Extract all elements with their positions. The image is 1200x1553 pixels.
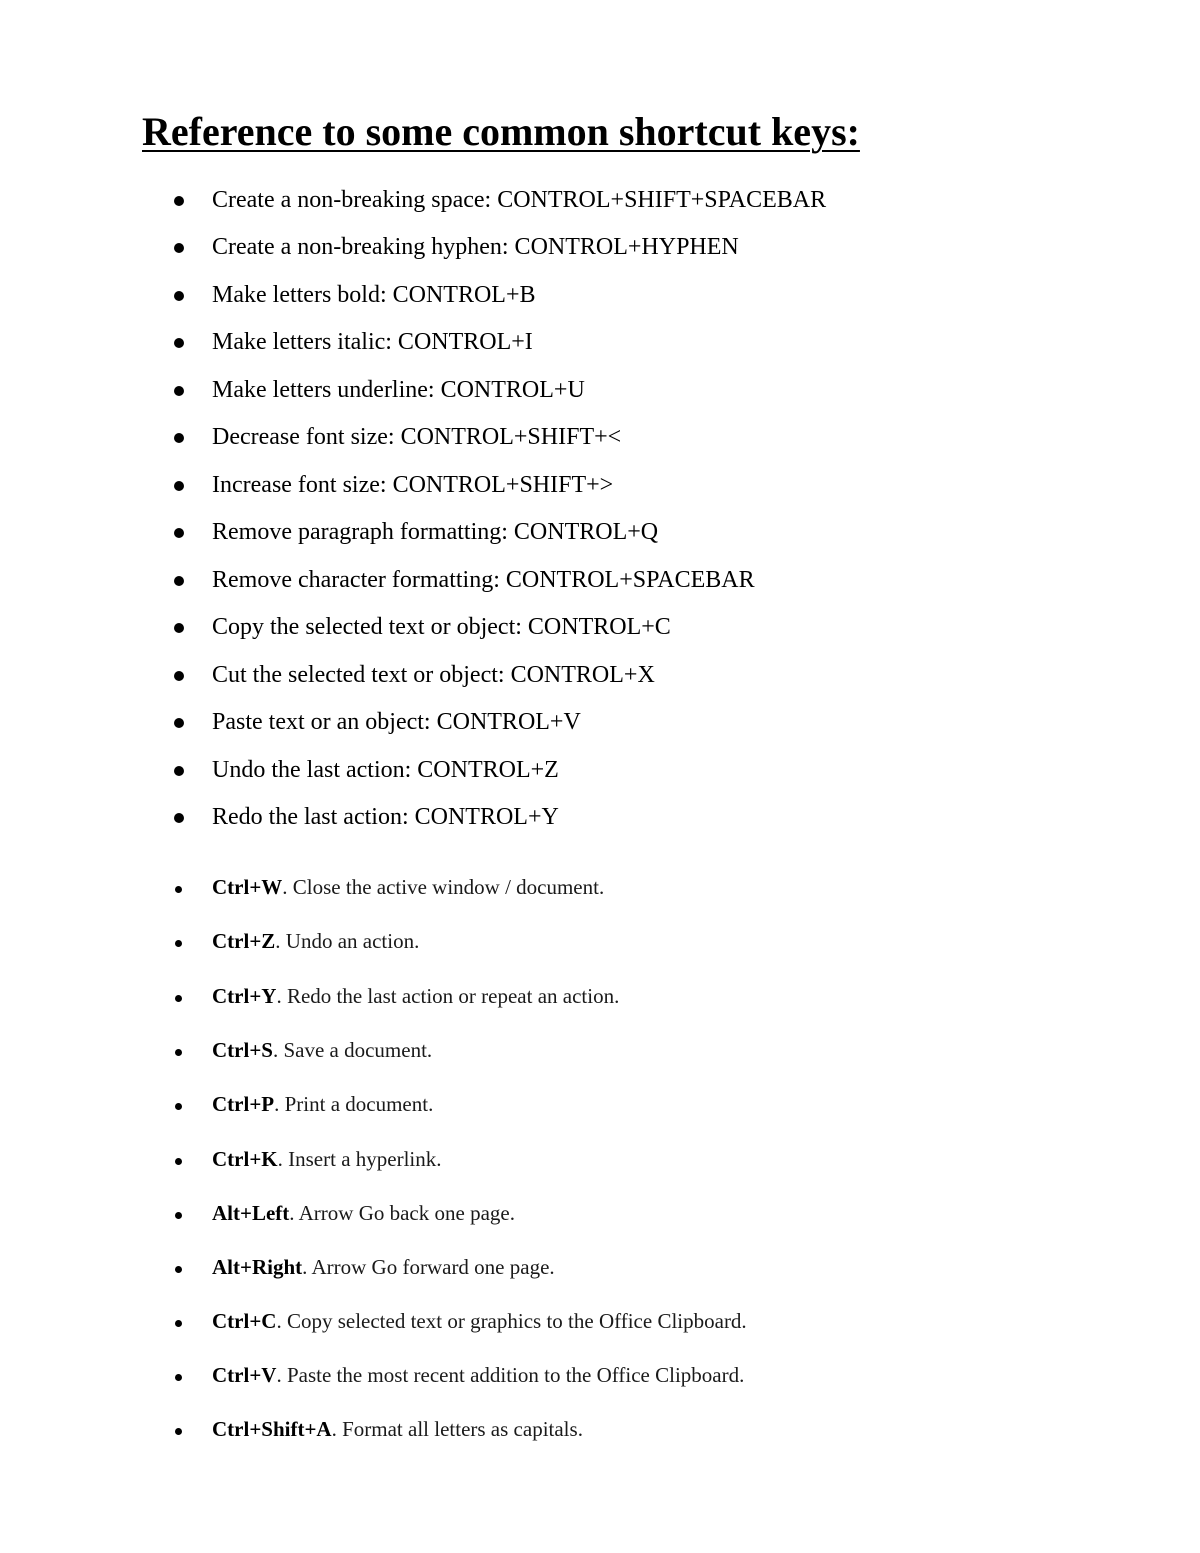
shortcut-description: . Close the active window / document. — [282, 875, 605, 899]
bullet-icon — [175, 1320, 182, 1327]
shortcut-text: Increase font size: CONTROL+SHIFT+> — [212, 472, 614, 498]
bullet-icon — [174, 813, 184, 823]
shortcut-entry — [212, 877, 604, 898]
bullet-icon — [174, 481, 184, 491]
shortcut-description: . Arrow Go back one page. — [289, 1201, 515, 1225]
shortcut-description: . Insert a hyperlink. — [277, 1147, 442, 1171]
shortcut-key: Ctrl+P — [212, 1092, 275, 1116]
shortcut-text: Remove character formatting: CONTROL+SPACEBAR — [212, 567, 755, 593]
list-item — [0, 1311, 1200, 1339]
shortcut-entry — [212, 986, 619, 1007]
shortcut-text: Create a non-breaking hyphen: CONTROL+HYPHEN — [212, 234, 739, 260]
shortcut-text: Make letters italic: CONTROL+I — [212, 329, 533, 355]
list-item — [0, 1040, 1200, 1068]
shortcut-entry — [212, 1094, 433, 1115]
list-item — [0, 330, 1200, 360]
bullet-icon — [174, 671, 184, 681]
list-item — [0, 1419, 1200, 1447]
shortcut-entry — [212, 1311, 747, 1332]
page-title: Reference to some common shortcut keys: — [142, 109, 860, 154]
list-item — [0, 1365, 1200, 1393]
shortcut-description: . Format all letters as capitals. — [331, 1417, 583, 1441]
list-item — [0, 425, 1200, 455]
bullet-icon — [174, 386, 184, 396]
shortcut-text: Undo the last action: CONTROL+Z — [212, 757, 559, 783]
bullet-icon — [175, 1428, 182, 1435]
list-item — [0, 710, 1200, 740]
shortcut-key: Ctrl+Z — [212, 929, 276, 953]
list-item — [0, 283, 1200, 313]
shortcut-entry — [212, 1149, 442, 1170]
bullet-icon — [175, 995, 182, 1002]
bullet-icon — [174, 766, 184, 776]
list-item — [0, 1203, 1200, 1231]
shortcut-text: Create a non-breaking space: CONTROL+SHIFT+SPACEBAR — [212, 187, 827, 213]
shortcut-key: Ctrl+S — [212, 1038, 273, 1062]
list-item — [0, 758, 1200, 788]
shortcut-description: . Print a document. — [274, 1092, 434, 1116]
bullet-icon — [174, 338, 184, 348]
bullet-icon — [175, 1374, 182, 1381]
shortcut-description: . Copy selected text or graphics to the Office Clipboard. — [276, 1309, 747, 1333]
bullet-icon — [174, 291, 184, 301]
list-item — [0, 877, 1200, 905]
list-item — [0, 1149, 1200, 1177]
shortcut-entry — [212, 1419, 583, 1440]
shortcut-description: . Save a document. — [272, 1038, 433, 1062]
shortcut-description: . Redo the last action or repeat an action. — [276, 984, 620, 1008]
shortcut-key: Ctrl+K — [212, 1147, 278, 1171]
shortcut-entry — [212, 1040, 432, 1061]
bullet-icon — [174, 433, 184, 443]
shortcut-text: Make letters underline: CONTROL+U — [212, 377, 585, 403]
shortcut-entry — [212, 1365, 744, 1386]
list-item — [0, 235, 1200, 265]
shortcut-text: Decrease font size: CONTROL+SHIFT+< — [212, 424, 622, 450]
list-item — [0, 805, 1200, 835]
bullet-icon — [174, 243, 184, 253]
shortcut-entry — [212, 1203, 515, 1224]
shortcut-entry — [212, 931, 419, 952]
bullet-icon — [174, 623, 184, 633]
shortcut-key: Ctrl+W — [212, 875, 283, 899]
bullet-icon — [175, 1212, 182, 1219]
shortcut-entry — [212, 1257, 555, 1278]
list-item — [0, 520, 1200, 550]
bullet-icon — [175, 1158, 182, 1165]
shortcut-text: Copy the selected text or object: CONTROL+C — [212, 614, 671, 640]
shortcut-text: Make letters bold: CONTROL+B — [212, 282, 536, 308]
shortcut-text: Redo the last action: CONTROL+Y — [212, 804, 559, 830]
list-item — [0, 1094, 1200, 1122]
bullet-icon — [174, 718, 184, 728]
bullet-icon — [175, 886, 182, 893]
bullet-icon — [175, 1266, 182, 1273]
list-item — [0, 663, 1200, 693]
bullet-icon — [174, 528, 184, 538]
shortcut-key: Ctrl+C — [212, 1309, 277, 1333]
list-item — [0, 473, 1200, 503]
shortcut-text: Paste text or an object: CONTROL+V — [212, 709, 581, 735]
list-item — [0, 615, 1200, 645]
list-item — [0, 188, 1200, 218]
shortcut-key: Ctrl+Shift+A — [212, 1417, 332, 1441]
bullet-icon — [174, 576, 184, 586]
shortcut-text: Remove paragraph formatting: CONTROL+Q — [212, 519, 659, 545]
bullet-icon — [175, 1103, 182, 1110]
list-item — [0, 378, 1200, 408]
shortcut-key: Alt+Left — [212, 1201, 290, 1225]
bullet-icon — [175, 1049, 182, 1056]
list-item — [0, 931, 1200, 959]
shortcut-key: Ctrl+V — [212, 1363, 277, 1387]
bullet-icon — [175, 940, 182, 947]
shortcut-description: . Undo an action. — [275, 929, 420, 953]
shortcut-description: . Paste the most recent addition to the Office Clipboard. — [276, 1363, 745, 1387]
list-item — [0, 1257, 1200, 1285]
shortcut-key: Ctrl+Y — [212, 984, 277, 1008]
list-item — [0, 568, 1200, 598]
bullet-icon — [174, 196, 184, 206]
shortcut-text: Cut the selected text or object: CONTROL+X — [212, 662, 655, 688]
shortcut-key: Alt+Right — [212, 1255, 303, 1279]
list-item — [0, 986, 1200, 1014]
shortcut-description: . Arrow Go forward one page. — [302, 1255, 555, 1279]
